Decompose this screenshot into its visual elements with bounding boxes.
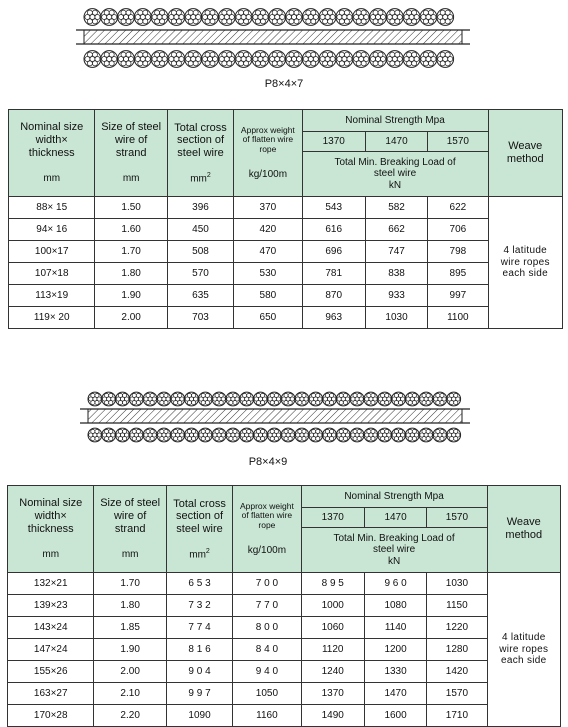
figure-caption-1: P8×4×7	[264, 78, 304, 90]
header-weight: Approx weight of flatten wire rope kg/100m	[233, 486, 301, 573]
table-row: 170×28 2.20 1090 1160 1490 1600 1710	[8, 705, 561, 727]
header-nominal-size: Nominal size width× thickness mm	[8, 486, 94, 573]
table-row: 88× 15 1.50 396 370 543 582 622 4 latitude wire ropes each side	[9, 197, 563, 219]
table-row: 94× 16 1.60 450 420 616 662 706	[9, 219, 563, 241]
header-breaking-load: Total Min. Breaking Load of steel wire kN	[302, 152, 488, 197]
rope-illustration-2	[0, 380, 568, 452]
table-row: 139×23 1.80 7 3 2 7 7 0 1000 1080 1150	[8, 595, 561, 617]
table-row: 147×24 1.90 8 1 6 8 4 0 1120 1200 1280	[8, 639, 561, 661]
table-row: 132×21 1.70 6 5 3 7 0 0 8 9 5 9 6 0 1030 4 latitude wire ropes each side	[8, 573, 561, 595]
rope-illustration-1	[0, 0, 568, 80]
table-row: 155×26 2.00 9 0 4 9 4 0 1240 1330 1420	[8, 661, 561, 683]
table-row: 107×18 1.80 570 530 781 838 895	[9, 263, 563, 285]
header-nominal-strength: Nominal Strength Mpa	[302, 110, 488, 132]
header-wire-size: Size of steel wire of strand mm	[95, 110, 167, 197]
spec-table-2	[7, 485, 561, 727]
header-breaking-load: Total Min. Breaking Load of steel wire kN	[301, 528, 487, 573]
weave-method-value: 4 latitude wire ropes each side	[487, 573, 560, 727]
table-row: 119× 20 2.00 703 650 963 1030 1100	[9, 307, 563, 329]
header-cross-section: Total cross section of steel wire $mm^2$	[167, 110, 233, 197]
header-weave-method: Weave method	[487, 486, 560, 573]
flat-wire-rope-cross-section-7	[0, 0, 568, 80]
header-strength-col: 1570	[427, 508, 487, 528]
weave-method-value: 4 latitude wire ropes each side	[488, 197, 562, 329]
table-row: 113×19 1.90 635 580 870 933 997	[9, 285, 563, 307]
header-strength-col: 1470	[364, 508, 426, 528]
header-strength-col: 1470	[365, 132, 427, 152]
table-row: 163×27 2.10 9 9 7 1050 1370 1470 1570	[8, 683, 561, 705]
table-row: 143×24 1.85 7 7 4 8 0 0 1060 1140 1220	[8, 617, 561, 639]
header-weave-method: Weave method	[488, 110, 562, 197]
table-row: 100×17 1.70 508 470 696 747 798	[9, 241, 563, 263]
header-strength-col: 1570	[428, 132, 488, 152]
header-strength-col: 1370	[302, 132, 365, 152]
header-nominal-strength: Nominal Strength Mpa	[301, 486, 487, 508]
header-nominal-size: Nominal size width× thickness mm	[9, 110, 95, 197]
header-weight: Approx weight of flatten wire rope kg/100m	[234, 110, 302, 197]
spec-table-1	[8, 109, 563, 329]
header-cross-section: Total cross section of steel wire $mm^2$	[166, 486, 232, 573]
figure-caption-2: P8×4×9	[248, 456, 288, 468]
flat-wire-rope-cross-section-9	[0, 380, 568, 452]
header-strength-col: 1370	[301, 508, 364, 528]
header-wire-size: Size of steel wire of strand mm	[94, 486, 166, 573]
